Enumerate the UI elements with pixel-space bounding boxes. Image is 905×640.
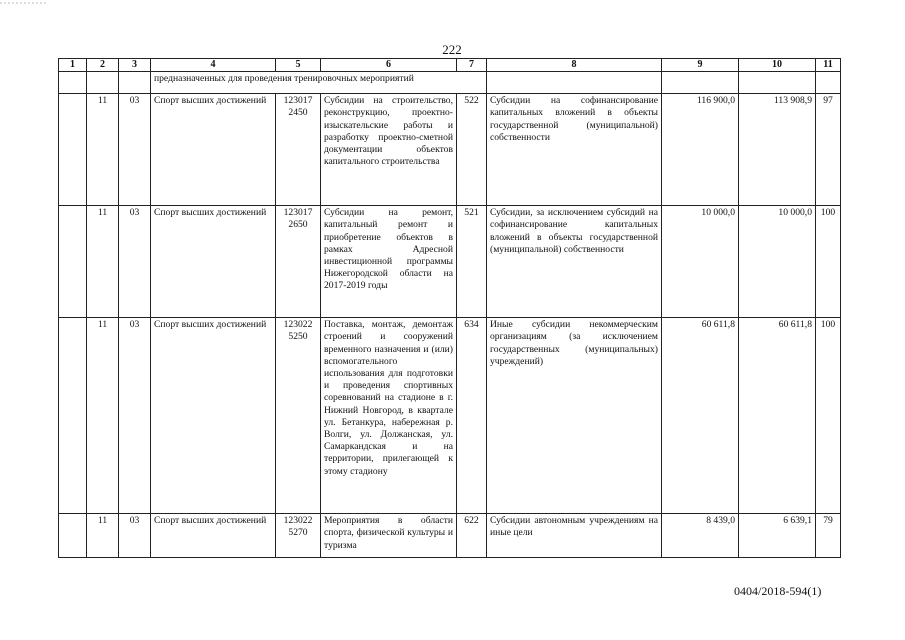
section-name: Спорт высших достижений	[151, 514, 276, 558]
section-code: 11	[87, 514, 119, 558]
column-header: 5	[276, 59, 321, 72]
expense-type-name: Субсидии на софинансирование капитальных вложений в объекты государственной (муниципальной) собственности	[487, 94, 662, 206]
column-header: 7	[457, 59, 487, 72]
section-code: 11	[87, 94, 119, 206]
target-article-name: Поставка, монтаж, демонтаж строений и сооружений временного назначения и (или) вспомогательного использования для подготовки и проведения спортивных соревнований на стадионе в г. Нижний Новгород, в квартале ул. Бетанкура, набережная р. Волги, ул. Должанская, ул. Самаркандская и на территории, прилегающей к этому стадиону	[321, 318, 457, 514]
table-cell	[119, 72, 151, 94]
column-header: 10	[739, 59, 816, 72]
execution-percent: 100	[816, 318, 841, 514]
table-row	[59, 206, 841, 318]
continuation-text: предназначенных для проведения тренировочных мероприятий	[151, 72, 487, 94]
actual-amount: 6 639,1	[739, 514, 816, 558]
expense-type-name: Субсидии, за исключением субсидий на софинансирование капитальных вложений в объекты государственной (муниципальной) собственности	[487, 206, 662, 318]
table-cell	[816, 72, 841, 94]
column-header: 6	[321, 59, 457, 72]
subsection-code: 03	[119, 318, 151, 514]
expense-type-code: 634	[457, 318, 487, 514]
table-cell	[59, 72, 87, 94]
planned-amount: 116 900,0	[662, 94, 739, 206]
expense-type-code: 622	[457, 514, 487, 558]
section-code: 11	[87, 318, 119, 514]
actual-amount: 60 611,8	[739, 318, 816, 514]
execution-percent: 79	[816, 514, 841, 558]
section-name: Спорт высших достижений	[151, 94, 276, 206]
planned-amount: 60 611,8	[662, 318, 739, 514]
subsection-code: 03	[119, 206, 151, 318]
section-name: Спорт высших достижений	[151, 206, 276, 318]
expense-type-name: Иные субсидии некоммерческим организациям (за исключением государственных (муниципальных) учреждений)	[487, 318, 662, 514]
column-header: 2	[87, 59, 119, 72]
page-number: 222	[442, 42, 462, 57]
target-article-code: 123017 2450	[276, 94, 321, 206]
table-row	[59, 318, 841, 514]
target-article-code: 123017 2650	[276, 206, 321, 318]
target-article-name: Субсидии на ремонт, капитальный ремонт и приобретение объектов в рамках Адресной инвестиционной программы Нижегородской области на 2017-2019 годы	[321, 206, 457, 318]
subsection-code: 03	[119, 514, 151, 558]
section-name: Спорт высших достижений	[151, 318, 276, 514]
table-cell	[662, 72, 739, 94]
section-code: 11	[87, 206, 119, 318]
document-code: 0404/2018-594(1)	[734, 584, 822, 598]
expense-type-code: 521	[457, 206, 487, 318]
column-header: 11	[816, 59, 841, 72]
column-header: 1	[59, 59, 87, 72]
table-cell	[59, 94, 87, 206]
execution-percent: 97	[816, 94, 841, 206]
table-cell	[59, 514, 87, 558]
budget-table	[58, 58, 841, 558]
target-article-name: Субсидии на строительство, реконструкцию, проектно-изыскательские работы и разработку проектно-сметной документации объектов капитального строительства	[321, 94, 457, 206]
table-cell	[87, 72, 119, 94]
table-row	[59, 514, 841, 558]
actual-amount: 113 908,9	[739, 94, 816, 206]
scan-mark	[0, 0, 50, 6]
table-cell	[59, 206, 87, 318]
column-header: 8	[487, 59, 662, 72]
actual-amount: 10 000,0	[739, 206, 816, 318]
planned-amount: 10 000,0	[662, 206, 739, 318]
continuation-row	[59, 72, 841, 94]
table-cell	[59, 318, 87, 514]
table-header-row	[59, 59, 841, 72]
table-cell	[739, 72, 816, 94]
expense-type-name: Субсидии автономным учреждениям на иные цели	[487, 514, 662, 558]
execution-percent: 100	[816, 206, 841, 318]
subsection-code: 03	[119, 94, 151, 206]
target-article-name: Мероприятия в области спорта, физической культуры и туризма	[321, 514, 457, 558]
column-header: 4	[151, 59, 276, 72]
planned-amount: 8 439,0	[662, 514, 739, 558]
column-header: 3	[119, 59, 151, 72]
table-cell	[487, 72, 662, 94]
expense-type-code: 522	[457, 94, 487, 206]
target-article-code: 123022 5270	[276, 514, 321, 558]
target-article-code: 123022 5250	[276, 318, 321, 514]
column-header: 9	[662, 59, 739, 72]
table-row	[59, 94, 841, 206]
